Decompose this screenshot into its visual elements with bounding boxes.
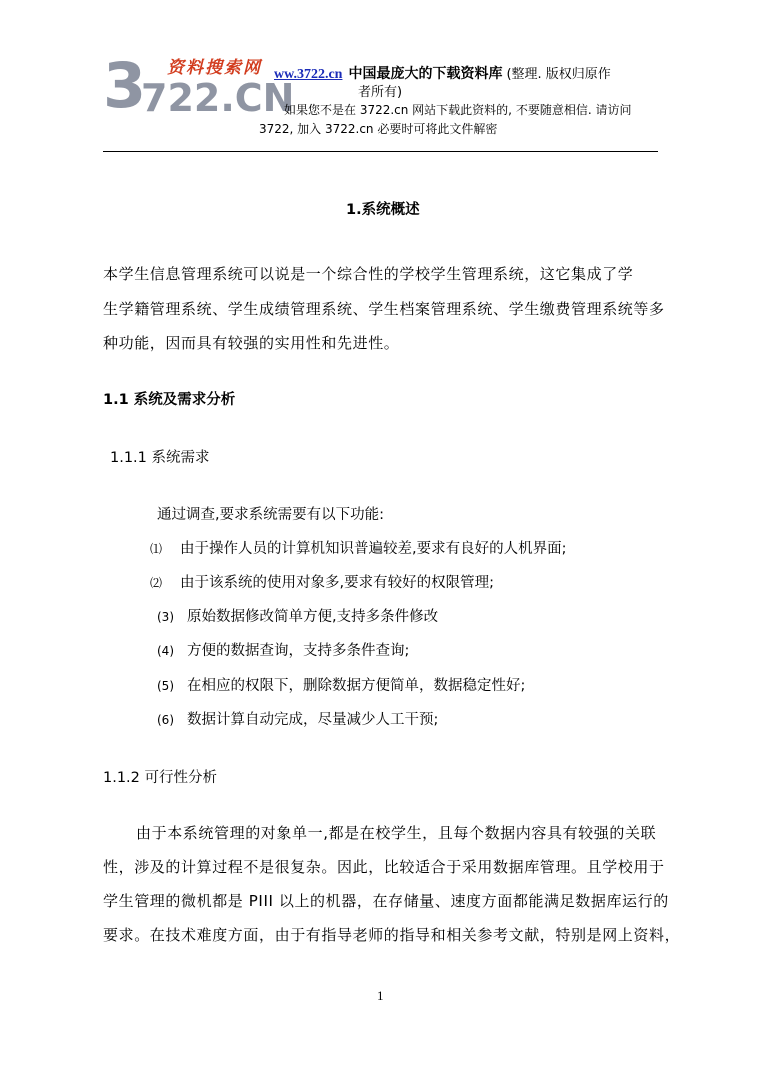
section-title: 1.系统概述 [346,202,420,218]
subsubsection-heading: 1.1.1 系统需求 [110,450,210,466]
list-item-text: 由于该系统的使用对象多,要求有较好的权限管理; [180,575,494,591]
list-item [150,537,567,558]
subsection-heading: 1.1 系统及需求分析 [103,392,236,408]
header-note: (整理. 版权归原作 [506,67,611,82]
header-line-3: 如果您不是在 3722.cn 网站下载此资料的, 不要随意相信. 请访问 [284,103,632,117]
list-item-number: (5) [157,679,174,693]
logo-digit: 3 [103,49,147,122]
header-line-1 [274,63,611,83]
list-item-number: (4) [157,644,174,658]
list-item-text: 方便的数据查询，支持多条件查询; [187,643,410,659]
page-number: 1 [377,988,384,1003]
paragraph-line: 学生管理的微机都是 PIII 以上的机器，在存储量、速度方面都能满足数据库运行的 [103,892,669,910]
list-item-number: (3) [157,610,174,624]
paragraph-line: 要求。在技术难度方面，由于有指导老师的指导和相关参考文献，特别是网上资料， [103,926,681,944]
paragraph-line: 种功能，因而具有较强的实用性和先进性。 [103,334,400,352]
list-item-number: ⑴ [150,542,163,556]
list-item-text: 在相应的权限下，删除数据方便简单，数据稳定性好; [187,678,526,694]
site-logo [103,49,295,122]
list-item-text: 由于操作人员的计算机知识普遍较差,要求有良好的人机界面; [180,541,567,557]
paragraph-line: 本学生信息管理系统可以说是一个综合性的学校学生管理系统，这它集成了学 [103,265,634,283]
paragraph-line: 性，涉及的计算过程不是很复杂。因此，比较适合于采用数据库管理。且学校用于 [103,858,665,876]
list-item-number: (6) [157,713,174,727]
logo-domain: 722.CN [141,76,295,120]
header-line-2: 者所有) [358,85,403,100]
subsubsection-heading: 1.1.2 可行性分析 [103,770,218,786]
list-item-text: 数据计算自动完成，尽量减少人工干预; [187,712,439,728]
list-item [157,708,438,729]
list-item [157,639,409,660]
paragraph-line: 由于本系统管理的对象单一,都是在校学生，且每个数据内容具有较强的关联 [136,824,657,842]
header-line-4: 3722, 加入 3722.cn 必要时可将此文件解密 [259,122,498,136]
requirements-intro: 通过调查,要求系统需要有以下功能: [157,507,384,523]
list-item [150,571,494,592]
logo-tagline: 资料搜索网 [167,58,262,78]
header-divider [103,151,658,152]
site-link[interactable]: ww.3722.cn [274,67,343,82]
list-item-number: ⑵ [150,576,163,590]
paragraph-line: 生学籍管理系统、学生成绩管理系统、学生档案管理系统、学生缴费管理系统等多 [103,300,665,318]
list-item [157,605,438,626]
header-slogan: 中国最庞大的下载资料库 [348,66,503,82]
list-item-text: 原始数据修改简单方便,支持多条件修改 [187,609,439,625]
list-item [157,674,525,695]
